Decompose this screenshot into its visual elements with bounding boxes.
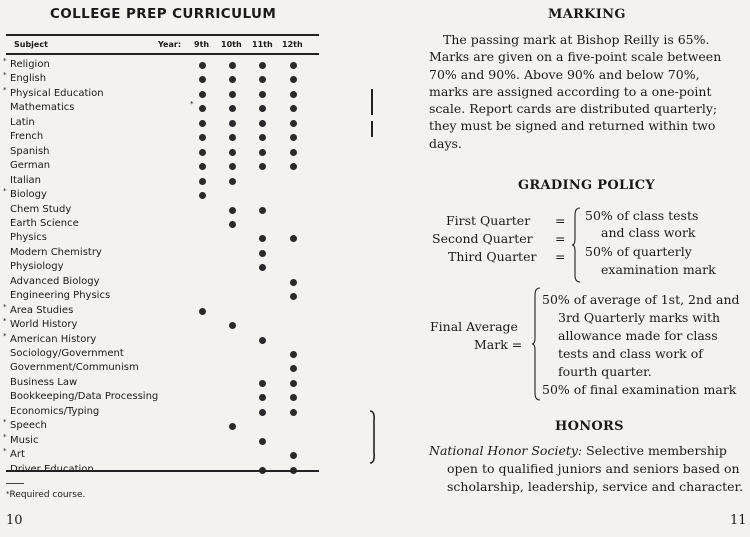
final-policy-3: allowance made for class [558,328,718,343]
course-name: Religion [10,59,50,70]
equals-sign: = [555,249,566,264]
course-name: World History [10,319,78,331]
course-name: Latin [10,116,35,128]
course-row [0,304,330,318]
grade-offered-dot [229,163,236,170]
third-quarter-label: Third Quarter [448,249,537,264]
grade-offered-dot [259,394,266,401]
course-name: Business Law [10,376,78,388]
grade-offered-dot [199,91,206,98]
honors-heading: HONORS [555,419,624,434]
required-mark: * [3,302,7,311]
grade-offered-dot [290,149,297,156]
final-policy-4: tests and class work of [558,346,703,361]
grade-offered-dot [259,250,266,257]
honors-paragraph: National Honor Society: Selective membership open to qualified juniors and seniors based on scholarship, leadership, service and character. [429,443,744,494]
course-row [0,72,330,86]
grade-offered-dot [229,423,236,430]
grade-header-11: 11th [252,40,273,49]
grade-offered-dot [199,76,206,83]
equals-sign: = [555,231,566,246]
grade-offered-dot [199,192,206,199]
quarter-policy-4: examination mark [601,262,716,277]
course-row [0,203,330,217]
grade-offered-dot [199,163,206,170]
course-row [0,260,330,274]
page-number-left: 10 [6,513,23,528]
grade-offered-dot [259,76,266,83]
grade-header-10: 10th [221,40,242,49]
second-quarter-label: Second Quarter [432,231,533,246]
required-mark: * [3,317,7,326]
grade-offered-dot [259,409,266,416]
course-name: Sociology/Government [10,348,124,359]
top-rule [6,34,319,36]
final-policy-2: 3rd Quarterly marks with [558,310,721,325]
quarter-policy-2: and class work [601,225,696,240]
grade-offered-dot [259,120,266,127]
required-mark: * [3,71,7,80]
grade-offered-dot [290,452,297,459]
right-page [375,0,750,537]
course-row [0,87,330,101]
grade-offered-dot [229,178,236,185]
grade-offered-dot [229,134,236,141]
grade-offered-dot [259,105,266,112]
footnote-rule [6,483,24,484]
required-mark: * [190,100,194,109]
grade-offered-dot [290,365,297,372]
grade-offered-dot [290,134,297,141]
grade-offered-dot [290,394,297,401]
course-name: Music [10,434,39,446]
course-row [0,130,330,144]
grade-offered-dot [199,105,206,112]
course-row [0,289,330,303]
course-name: English [10,73,47,85]
grade-offered-dot [290,120,297,127]
course-row [0,101,330,115]
quarter-brace [572,207,582,283]
grade-offered-dot [229,149,236,156]
grade-offered-dot [229,207,236,214]
course-row [0,390,330,404]
margin-bar [371,89,373,115]
course-row [0,405,330,419]
grade-offered-dot [259,163,266,170]
grade-offered-dot [229,120,236,127]
course-name: Advanced Biology [10,275,100,287]
course-name: Engineering Physics [10,290,111,302]
course-name: Art [10,449,25,461]
honor-society-name: National Honor Society: [429,443,583,458]
grade-offered-dot [290,409,297,416]
course-row [0,116,330,130]
course-row [0,376,330,390]
quarter-policy-3: 50% of quarterly [585,244,692,259]
course-name: Spanish [10,145,50,157]
grade-offered-dot [290,351,297,358]
grade-offered-dot [229,91,236,98]
grade-offered-dot [259,149,266,156]
equals-sign: = [555,213,566,228]
mark-equals-label: Mark = [474,337,523,352]
grade-offered-dot [259,264,266,271]
course-name: Mathematics [10,102,75,114]
course-name: Area Studies [10,304,74,316]
grade-offered-dot [290,76,297,83]
course-name: Modern Chemistry [10,246,102,258]
course-name: Physics [10,232,47,244]
grade-offered-dot [259,380,266,387]
course-row [0,275,330,289]
course-row [0,448,330,462]
grade-header-9: 9th [194,40,210,49]
grade-offered-dot [290,293,297,300]
course-name: Economics/Typing [10,405,100,417]
course-name: Bookkeeping/Data Processing [10,391,159,403]
grade-offered-dot [229,322,236,329]
course-row [0,434,330,448]
grade-offered-dot [199,178,206,185]
course-name: German [10,160,51,172]
grade-offered-dot [229,221,236,228]
grade-offered-dot [199,62,206,69]
grade-offered-dot [259,62,266,69]
course-row [0,419,330,433]
grade-offered-dot [259,235,266,242]
course-row [0,361,330,375]
course-row [0,188,330,202]
required-mark: * [3,331,7,340]
course-row [0,246,330,260]
grade-offered-dot [199,308,206,315]
grade-offered-dot [229,105,236,112]
footnote: *Required course. [6,490,86,500]
required-mark: * [3,432,7,441]
grade-offered-dot [259,207,266,214]
required-mark: * [3,85,7,94]
grade-offered-dot [290,105,297,112]
bottom-rule [6,470,319,472]
required-mark: * [3,447,7,456]
grade-offered-dot [290,62,297,69]
required-mark: * [3,57,7,65]
year-header: Year: [158,40,182,49]
course-row [0,347,330,361]
course-name: Speech [10,420,47,432]
quarter-policy-1: 50% of class tests [585,208,699,223]
grading-policy-heading: GRADING POLICY [518,178,656,193]
course-row [0,333,330,347]
subject-header: Subject [14,40,48,49]
course-name: Government/Communism [10,362,139,374]
course-row [0,217,330,231]
course-name: French [10,131,44,143]
marking-paragraph: The passing mark at Bishop Reilly is 65%. Marks are given on a five-point scale between 70% and 90%. Above 90% and below 70%, marks are assigned according to a one-point scale. Report cards are distributed quarterly; they must be signed and returned within two days. [429,32,722,151]
first-quarter-label: First Quarter [446,213,531,228]
required-mark: * [3,187,7,196]
grade-offered-dot [229,76,236,83]
grade-offered-dot [229,62,236,69]
grade-offered-dot [199,149,206,156]
course-name: Earth Science [10,217,79,229]
course-name: Chem Study [10,203,72,215]
grade-offered-dot [290,279,297,286]
course-row [0,145,330,159]
course-row [0,159,330,173]
grade-header-12: 12th [282,40,303,49]
course-row [0,58,330,72]
grade-offered-dot [259,438,266,445]
course-row [0,318,330,332]
header-rule [6,53,319,55]
grade-offered-dot [199,134,206,141]
grade-offered-dot [259,91,266,98]
marking-heading: MARKING [548,7,626,22]
course-row [0,174,330,188]
course-name: Physiology [10,261,64,273]
final-policy-6: 50% of final examination mark [542,382,737,397]
grade-offered-dot [290,235,297,242]
margin-bar [371,121,373,137]
course-name: Italian [10,174,42,186]
grade-offered-dot [290,91,297,98]
course-row [0,231,330,245]
grade-offered-dot [290,163,297,170]
grade-offered-dot [290,380,297,387]
final-average-label: Final Average [430,319,518,334]
page-number-right: 11 [730,513,747,528]
course-name: Physical Education [10,87,104,99]
final-policy-1: 50% of average of 1st, 2nd and [542,292,740,307]
course-name: Biology [10,189,47,201]
final-brace [532,287,542,401]
curriculum-title: COLLEGE PREP CURRICULUM [50,6,277,22]
grade-offered-dot [259,134,266,141]
grade-offered-dot [259,337,266,344]
grade-offered-dot [199,120,206,127]
final-policy-5: fourth quarter. [558,364,652,379]
required-mark: * [3,418,7,427]
course-name: American History [10,333,97,345]
